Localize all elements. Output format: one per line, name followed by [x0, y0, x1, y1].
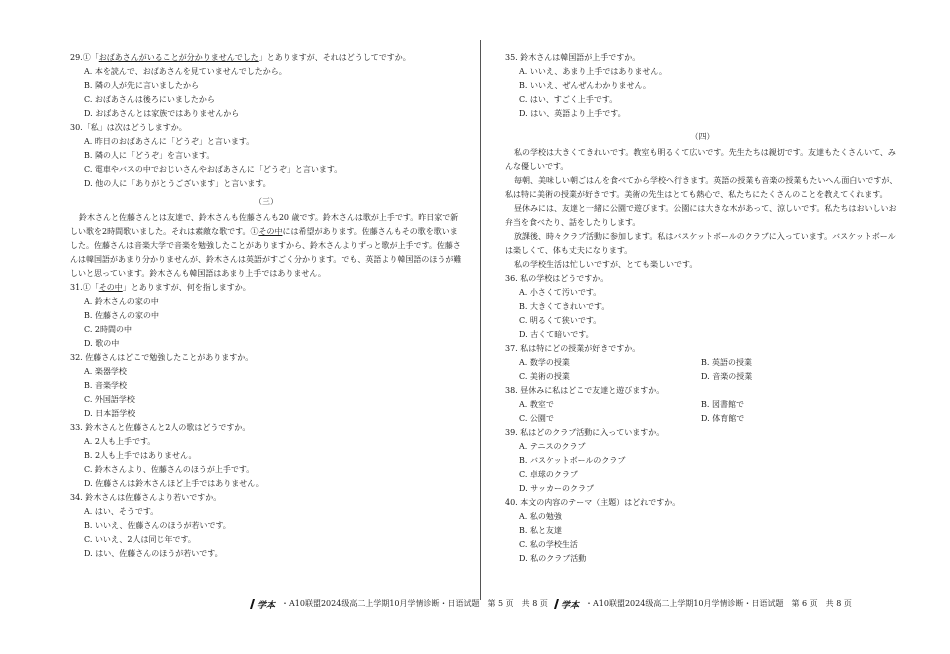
- question-33-stem: 33. 鈴木さんと佐藤さんと2人の歌はどうですか。: [70, 423, 251, 432]
- option-row: [505, 356, 900, 370]
- underlined-quote: おばあさんがいることが分かりませんでした: [98, 53, 259, 62]
- option[interactable]: C. 電車やバスの中でおじいさんやおばあさんに「どうぞ」と言います。: [84, 165, 343, 174]
- reading-passage: 鈴木さんと佐藤さんとは友達で、鈴木さんも佐藤さんも20 歳です。鈴木さんは歌が上手です。昨日家で新しい歌を2時間歌いました。それは素敵な歌です。①その中には希望があります。佐藤さんもその歌を歌いました。佐藤さんは音楽大学で音楽を勉強したことがありますから、鈴木さんよりずっと歌が上手です。佐藤さんは韓国語があまり分かりませんが、鈴木さんは英語がすごく分かります。でも、英語より韓国語のほうが難しいと思っています。鈴木さんも韓国語はあまり上手ではありません。: [70, 213, 462, 278]
- option[interactable]: D. 他の人に「ありがとうございます」と言います。: [84, 179, 271, 188]
- option[interactable]: B. 大きくてきれいです。: [519, 302, 610, 311]
- question-37-stem: 37. 私は特にどの授業が好きですか。: [505, 344, 641, 353]
- option[interactable]: B. 佐藤さんの家の中: [84, 311, 159, 320]
- option[interactable]: B. 私と友達: [519, 526, 562, 535]
- question-31-stem: 31.①「その中」とありますが、何を指しますか。: [70, 283, 251, 292]
- option[interactable]: A. 楽器学校: [84, 367, 127, 376]
- footer-text: ・A10联盟2024级高二上学期10月学情诊断・日语试题 第 5 页 共 8 页: [281, 599, 548, 608]
- option[interactable]: D. はい、佐藤さんのほうが若いです。: [84, 549, 223, 558]
- option[interactable]: D. 音楽の授業: [701, 372, 753, 381]
- question-36-stem: 36. 私の学校はどうですか。: [505, 274, 609, 283]
- page-footer-left: [248, 597, 548, 611]
- option[interactable]: D. 体育館で: [701, 414, 745, 423]
- section-heading: （三）: [254, 197, 278, 206]
- option[interactable]: D. サッカーのクラブ: [519, 484, 595, 493]
- option[interactable]: D. 日本語学校: [84, 409, 136, 418]
- logo-text: 学本: [561, 601, 580, 610]
- option[interactable]: C. 鈴木さんより、佐藤さんのほうが上手です。: [84, 465, 255, 474]
- option[interactable]: A. 私の勉強: [519, 512, 562, 521]
- option[interactable]: C. 美術の授業: [519, 372, 570, 381]
- option[interactable]: B. 隣の人が先に言いましたから: [84, 81, 199, 90]
- option[interactable]: A. 2人も上手です。: [84, 437, 156, 446]
- option[interactable]: B. 隣の人に「どうぞ」を言います。: [84, 151, 215, 160]
- option[interactable]: C. 公園で: [519, 414, 554, 423]
- option[interactable]: A. 鈴木さんの家の中: [84, 297, 159, 306]
- option[interactable]: A. 小さくて汚いです。: [519, 288, 602, 297]
- option[interactable]: A. テニスのクラブ: [519, 442, 586, 451]
- option[interactable]: A. いいえ、あまり上手ではありません。: [519, 67, 667, 76]
- option[interactable]: B. いいえ、佐藤さんのほうが若いです。: [84, 521, 231, 530]
- option[interactable]: C. はい、すごく上手です。: [519, 95, 618, 104]
- option[interactable]: D. 歌の中: [84, 339, 120, 348]
- option[interactable]: C. 私の学校生活: [519, 540, 578, 549]
- option[interactable]: A. 本を読んで、おばあさんを見ていませんでしたから。: [84, 67, 287, 76]
- option[interactable]: A. 昨日のおばあさんに「どうぞ」と言います。: [84, 137, 255, 146]
- reading-paragraph: 昼休みには、友達と一緒に公園で遊びます。公園には大きな木があって、涼しいです。私たちはおいしいお弁当を食べたり、話をしたりします。: [505, 204, 897, 227]
- option[interactable]: D. はい、英語より上手です。: [519, 109, 626, 118]
- question-39-stem: 39. 私はどのクラブ活動に入っていますか。: [505, 428, 665, 437]
- option-row: [505, 370, 900, 384]
- question-34-stem: 34. 鈴木さんは佐藤さんより若いですか。: [70, 493, 222, 502]
- option[interactable]: B. 2人も上手ではありません。: [84, 451, 197, 460]
- reading-paragraph: 私の学校生活は忙しいですが、とても楽しいです。: [514, 260, 698, 269]
- reading-paragraph: 私の学校は大きくてきれいです。教室も明るくて広いです。先生たちは親切です。友達もたくさんいて、みんな優しいです。: [505, 148, 896, 171]
- question-38-stem: 38. 昼休みに私はどこで友達と遊びますか。: [505, 386, 665, 395]
- underlined-phrase: その中: [258, 227, 283, 236]
- option[interactable]: A. はい、そうです。: [84, 507, 159, 516]
- question-35-stem: 35. 鈴木さんは韓国語が上手ですか。: [505, 53, 641, 62]
- option[interactable]: B. 図書館で: [701, 400, 744, 409]
- option[interactable]: C. おばあさんは後ろにいましたから: [84, 95, 215, 104]
- option[interactable]: D. おばあさんとは家族ではありませんから: [84, 109, 240, 118]
- right-column: [505, 51, 900, 566]
- column-divider: [480, 40, 481, 600]
- left-column: [70, 51, 462, 561]
- logo-text: 学本: [257, 601, 276, 610]
- option[interactable]: D. 私のクラブ活動: [519, 554, 587, 563]
- question-32-stem: 32. 佐藤さんはどこで勉強したことがありますか。: [70, 353, 254, 362]
- section-heading: （四）: [690, 132, 715, 141]
- option-row: [505, 412, 900, 426]
- publisher-logo-icon: [248, 598, 278, 610]
- publisher-logo-icon: [552, 598, 582, 610]
- question-29-stem: 29.①「おばあさんがいることが分かりませんでした」とありますが、それはどうしてですか。: [70, 53, 411, 62]
- option[interactable]: D. 佐藤さんは鈴木さんほど上手ではありません。: [84, 479, 264, 488]
- option[interactable]: A. 教室で: [519, 400, 554, 409]
- option[interactable]: B. いいえ、ぜんぜんわかりません。: [519, 81, 651, 90]
- option[interactable]: C. 外国語学校: [84, 395, 135, 404]
- question-40-stem: 40. 本文の内容のテーマ（主題）はどれですか。: [505, 498, 681, 507]
- option[interactable]: C. 明るくて狭いです。: [519, 316, 602, 325]
- option[interactable]: B. 音楽学校: [84, 381, 127, 390]
- page-footer-right: [552, 597, 852, 611]
- underlined-quote: その中: [98, 283, 123, 292]
- option[interactable]: D. 古くて暗いです。: [519, 330, 594, 339]
- question-30-stem: 30.「私」は次はどうしますか。: [70, 123, 187, 132]
- option[interactable]: C. 卓球のクラブ: [519, 470, 578, 479]
- reading-paragraph: 放課後、時々クラブ活動に参加します。私はバスケットボールのクラブに入っています。バスケットボールは楽しくて、体も丈夫になります。: [505, 232, 896, 255]
- option[interactable]: A. 数学の授業: [519, 358, 570, 367]
- option[interactable]: C. いいえ、2人は同じ年です。: [84, 535, 196, 544]
- footer-text: ・A10联盟2024级高二上学期10月学情诊断・日语试题 第 6 页 共 8 页: [585, 599, 852, 608]
- option[interactable]: C. 2時間の中: [84, 325, 133, 334]
- option[interactable]: B. バスケットボールのクラブ: [519, 456, 626, 465]
- option-row: [505, 398, 900, 412]
- reading-paragraph: 毎朝、美味しい朝ごはんを食べてから学校へ行きます。英語の授業も音楽の授業もたいへん面白いですが、私は特に美術の授業が好きです。美術の先生はとても熱心で、私たちにたくさんのことを教えてくれます。: [505, 176, 898, 199]
- option[interactable]: B. 英語の授業: [701, 358, 752, 367]
